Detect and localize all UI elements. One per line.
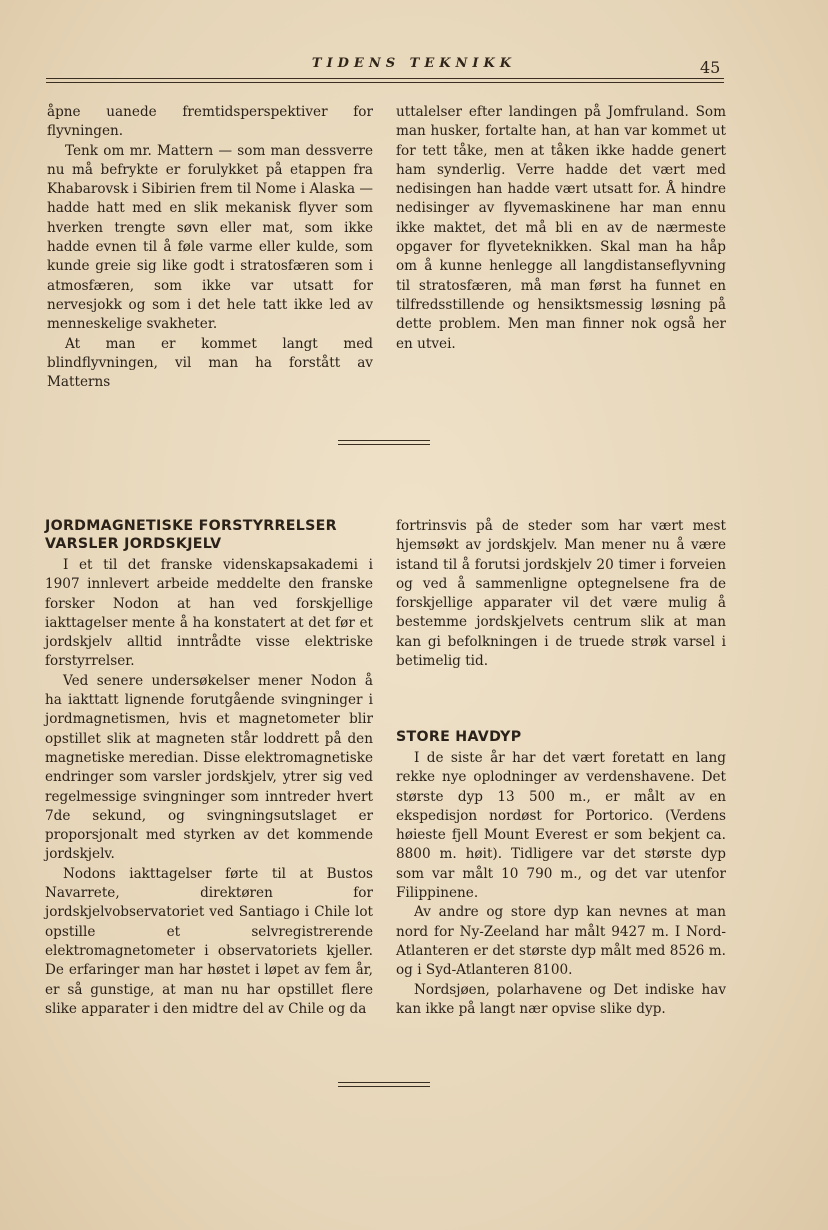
footer-divider-thin	[338, 1086, 430, 1087]
article-store-havdyp	[396, 728, 726, 1019]
section1-column-right	[396, 103, 726, 354]
paragraph: åpne uanede fremtidsperspektiver for flyvningen.	[47, 104, 373, 140]
article-jordmagnetiske-left	[45, 517, 373, 1019]
paragraph: Nodons iakttagelser førte til at Bustos Navarrete, direktøren for jordskjelvobservatoriet ved Santiago i Chile lot opstille et selvregistrerende elektromagnetometer i observatoriets kjeller. De erfaringer man har høstet i løpet av fem år, er så gunstige, at man nu har opstillet flere slike apparater i den midtre del av Chile og da	[45, 865, 373, 1017]
section1-column-left	[47, 103, 373, 392]
paragraph: I de siste år har det vært foretatt en lang rekke nye oplodninger av verdenshavene. Det største dyp 13 500 m., er målt av en ekspedisjon nordøst for Portorico. (Verdens høieste fjell Mount Everest er som bekjent ca. 8800 m. høit). Tidligere var det største dyp som var målt 10 790 m., og det var utenfor Filippinene.	[396, 750, 726, 902]
footer-divider	[338, 1082, 430, 1083]
header-rule	[46, 78, 724, 79]
running-header-title: TIDENS TEKNIKK	[311, 56, 517, 71]
paragraph: Ved senere undersøkelser mener Nodon å ha iakttatt lignende forutgående svingninger i jordmagnetismen, hvis et magnetometer blir opstillet slik at magneten står loddrett på den magnetiske meredian. Disse elektromagnetiske endringer som varsler jordskjelv, ytrer sig ved regelmessige svingninger som inntreder hvert 7de sekund, og svingningsutslaget er proporsjonalt med styrken av det kommende jordskjelv.	[45, 672, 373, 863]
paragraph: Av andre og store dyp kan nevnes at man nord for Ny-Zeeland har målt 9427 m. I Nord-Atlanteren er det største dyp målt med 8526 m. og i Syd-Atlanteren 8100.	[396, 904, 726, 979]
paragraph: fortrinsvis på de steder som har vært mest hjemsøkt av jordskjelv. Man mener nu å være istand til å forutsi jordskjelv 20 timer i forveien og ved å sammenligne optegnelsene fra de forskjellige apparater vil det være mulig å bestemme jordskjelvets centrum slik at man kan gi befolkningen i de truede strøk varsel i betimelig tid.	[396, 518, 726, 670]
section-divider-thin	[338, 444, 430, 445]
article-jordmagnetiske-right	[396, 517, 726, 671]
paragraph: I et til det franske videnskapsakademi i 1907 innlevert arbeide meddelte den franske forsker Nodon at han ved forskjellige iakttagelser mente å ha konstatert at det før et jordskjelv alltid inntrådte visse elektriske forstyrrelser.	[45, 557, 373, 670]
paragraph: uttalelser efter landingen på Jomfruland. Som man husker, fortalte han, at han var kommet ut for tett tåke, men at tåken ikke hadde genert ham synderlig. Verre hadde det vært med nedisingen han hadde vært utsatt for. Å hindre nedisinger av flyvemaskinene har man ennu ikke maktet, det må bli en av de nærmeste opgaver for flyveteknikken. Skal man ha håp om å kunne henlegge all langdistanseflyvning til stratosfæren, må man først ha funnet en tilfredsstillende og hensiktsmessig løsning på dette problem. Men man finner nok også her en utvei.	[396, 104, 726, 352]
paragraph: At man er kommet langt med blindflyvningen, vil man ha forstått av Matterns	[47, 335, 373, 391]
header-rule-thin	[46, 82, 724, 83]
paragraph: Nordsjøen, polarhavene og Det indiske hav kan ikke på langt nær opvise slike dyp.	[396, 981, 726, 1017]
paragraph: Tenk om mr. Mattern — som man dessverre nu må befrykte er forulykket på etappen fra Khabarovsk i Sibirien frem til Nome i Alaska — hadde hatt med en slik mekanisk flyver som hverken trengte søvn eller mat, som ikke hadde evnen til å føle varme eller kulde, som kunde greie sig like godt i stratosfæren som i atmosfæren, som ikke var utsatt for nervesjokk og som i det hele tatt ikke led av menneskelige svakheter.	[47, 142, 373, 333]
article-heading: STORE HAVDYP	[396, 729, 522, 745]
article-heading: JORDMAGNETISKE FORSTYRRELSER VARSLER JORDSKJELV	[45, 518, 337, 552]
section-divider	[338, 440, 430, 441]
page-number: 45	[700, 58, 721, 77]
